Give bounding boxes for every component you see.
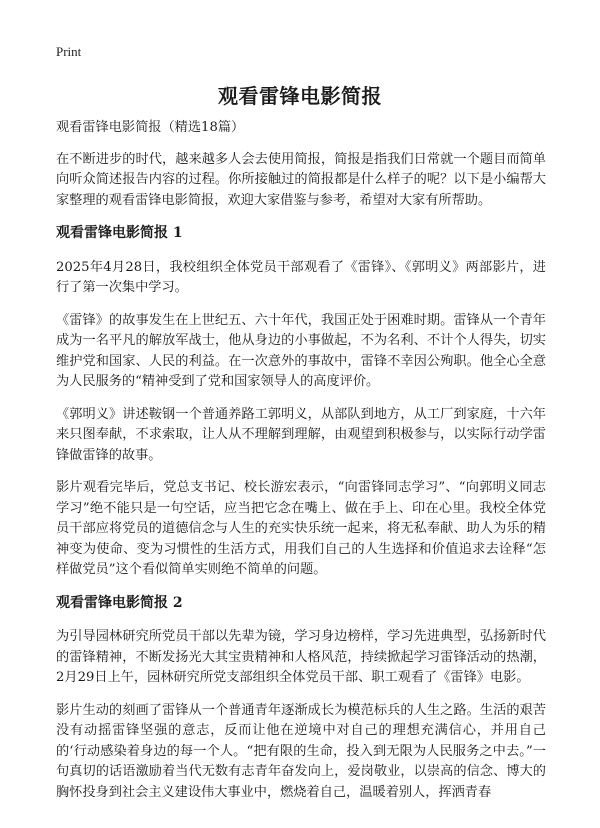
- section-1-paragraph-3: 《郭明义》讲述鞍钢一个普通养路工郭明义，从部队到地方，从工厂到家庭，十六年来只图奉献，不求索取，让人从不理解到理解，由观望到积极参与，以实际行动学雷锋做雷锋的故事。: [56, 406, 546, 463]
- section-1-paragraph-2: 《雷锋》的故事发生在上世纪五、六十年代，我国正处于困难时期。雷锋从一个青年成为一名平凡的解放军战士，他从身边的小事做起，不为名利、不计个人得失，切实维护党和国家、人民的利益。在一次意外的事故中，雷锋不幸因公殉职。他全心全意为人民服务的“精神受到了党和国家领导人的高度评价。: [56, 312, 546, 389]
- section-1-paragraph-4: 影片观看完毕后，党总支书记、校长游宏表示，“向雷锋同志学习”、“向郭明义同志学习”绝不能只是一句空话，应当把它念在嘴上、做在手上、印在心里。我校全体党员干部应将党员的道德信念与人生的充实快乐统一起来，将无私奉献、助人为乐的精神变为使命、变为习惯性的生活方式，用我们自己的人生选择和价值追求去诠释“怎样做党员”这个看似简单实则绝不简单的问题。: [56, 480, 546, 577]
- print-link[interactable]: Print: [56, 44, 82, 59]
- section-2-paragraph-1: 为引导园林研究所党员干部以先辈为镜，学习身边榜样，学习先进典型，弘扬新时代的雷锋精神，不断发扬光大其宝贵精神和人格风范，持续掀起学习雷锋活动的热潮，2月29日上午，园林研究所党支部组织全体党员干部、职工观看了《雷锋》电影。: [56, 629, 546, 685]
- section-heading-1: 观看雷锋电影简报 1: [56, 225, 183, 241]
- page-title: 观看雷锋电影简报: [218, 84, 382, 108]
- section-heading-2: 观看雷锋电影简报 2: [56, 594, 183, 611]
- intro-paragraph: 在不断进步的时代，越来越多人会去使用简报，简报是指我们日常就一个题目而简单向听众简述报告内容的过程。你所接触过的简报都是什么样子的呢？以下是小编帮大家整理的观看雷锋电影简报，欢迎大家借鉴与参考，希望对大家有所帮助。: [56, 151, 546, 208]
- article-subtitle: 观看雷锋电影简报（精选18篇）: [56, 120, 245, 135]
- section-2-paragraph-2: 影片生动的刻画了雷锋从一个普通青年逐渐成长为模范标兵的人生之路。生活的艰苦没有动摇雷锋坚强的意志，反而让他在逆境中对自己的理想充满信心，并用自己的‘行动感染着身边的每一个人。“把有限的生命，投入到无限为人民服务之中去。”一句真切的话语激励着当代无数有志青年奋发向上，爱岗敬业，以崇高的信念、博大的胸怀投身到社会主义建设伟大事业中，燃烧着自己，温暖着别人，挥洒青春: [56, 702, 546, 800]
- article-body: [56, 118, 546, 815]
- section-1-paragraph-1: 2025年4月28日，我校组织全体党员干部观看了《雷锋》、《郭明义》两部影片，进行了第一次集中学习。: [56, 259, 546, 295]
